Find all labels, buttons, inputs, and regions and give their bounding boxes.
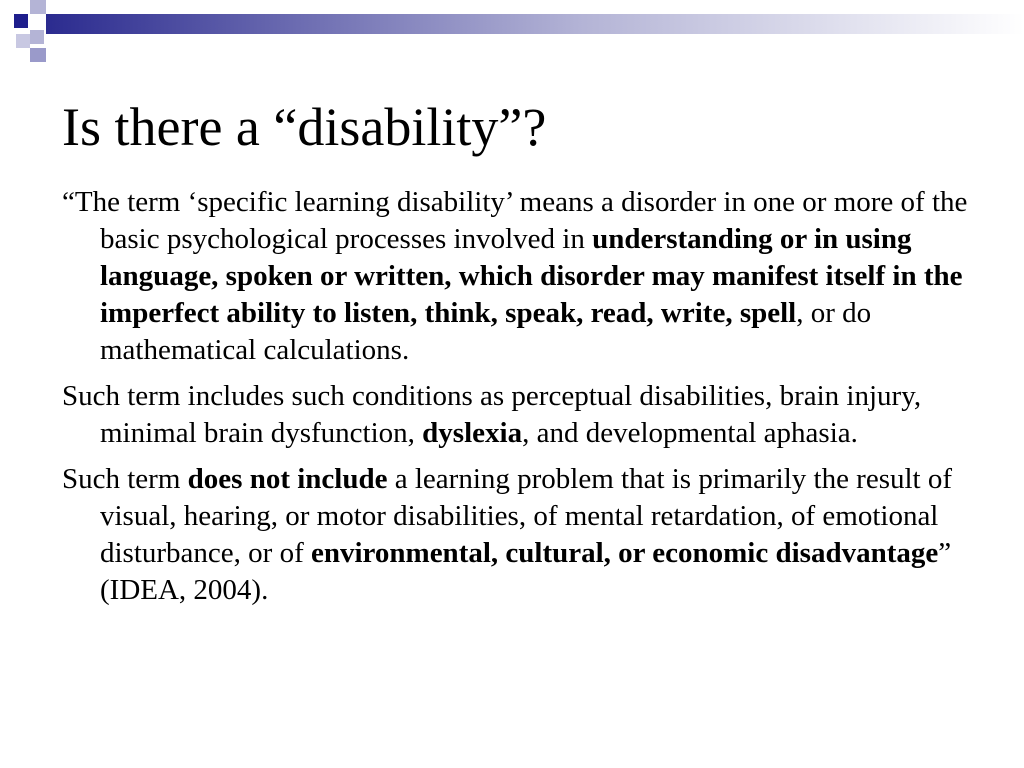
definition-paragraph [62,184,972,369]
text-run: “The term ‘specific learning disability’ means a disorder in one or more of the basic psychological processes involved in [62,186,968,255]
deco-square-light [30,0,46,14]
deco-square-dark [14,14,28,28]
text-run: ” (IDEA, 2004). [100,537,952,606]
bold-text-run: dyslexia [422,417,523,449]
deco-square-light [30,30,44,44]
text-run: a learning problem that is primarily the result of visual, hearing, or motor disabilities, of mental retardation, of emotional disturbance, or of [100,463,953,569]
slide-body [62,184,972,618]
bold-text-run: environmental, cultural, or economic disadvantage [311,537,939,569]
text-run: , or do mathematical calculations. [100,297,872,366]
title-decoration [0,0,1024,64]
bold-text-run: understanding or in using language, spoken or written, which disorder may manifest itself in the imperfect ability to listen, think, speak, read, write, spell [100,223,963,329]
bold-text-run: does not include [187,463,388,495]
gradient-bar [46,14,1024,34]
text-run: , and developmental aphasia. [522,417,858,449]
deco-square-light [16,34,30,48]
text-run: Such term includes such conditions as perceptual disabilities, brain injury, minimal brain dysfunction, [62,380,922,449]
excludes-paragraph [62,461,972,609]
text-run: Such term [62,463,188,495]
deco-square-mid [30,48,46,62]
slide-title: Is there a “disability”? [62,97,547,157]
includes-paragraph [62,378,972,452]
